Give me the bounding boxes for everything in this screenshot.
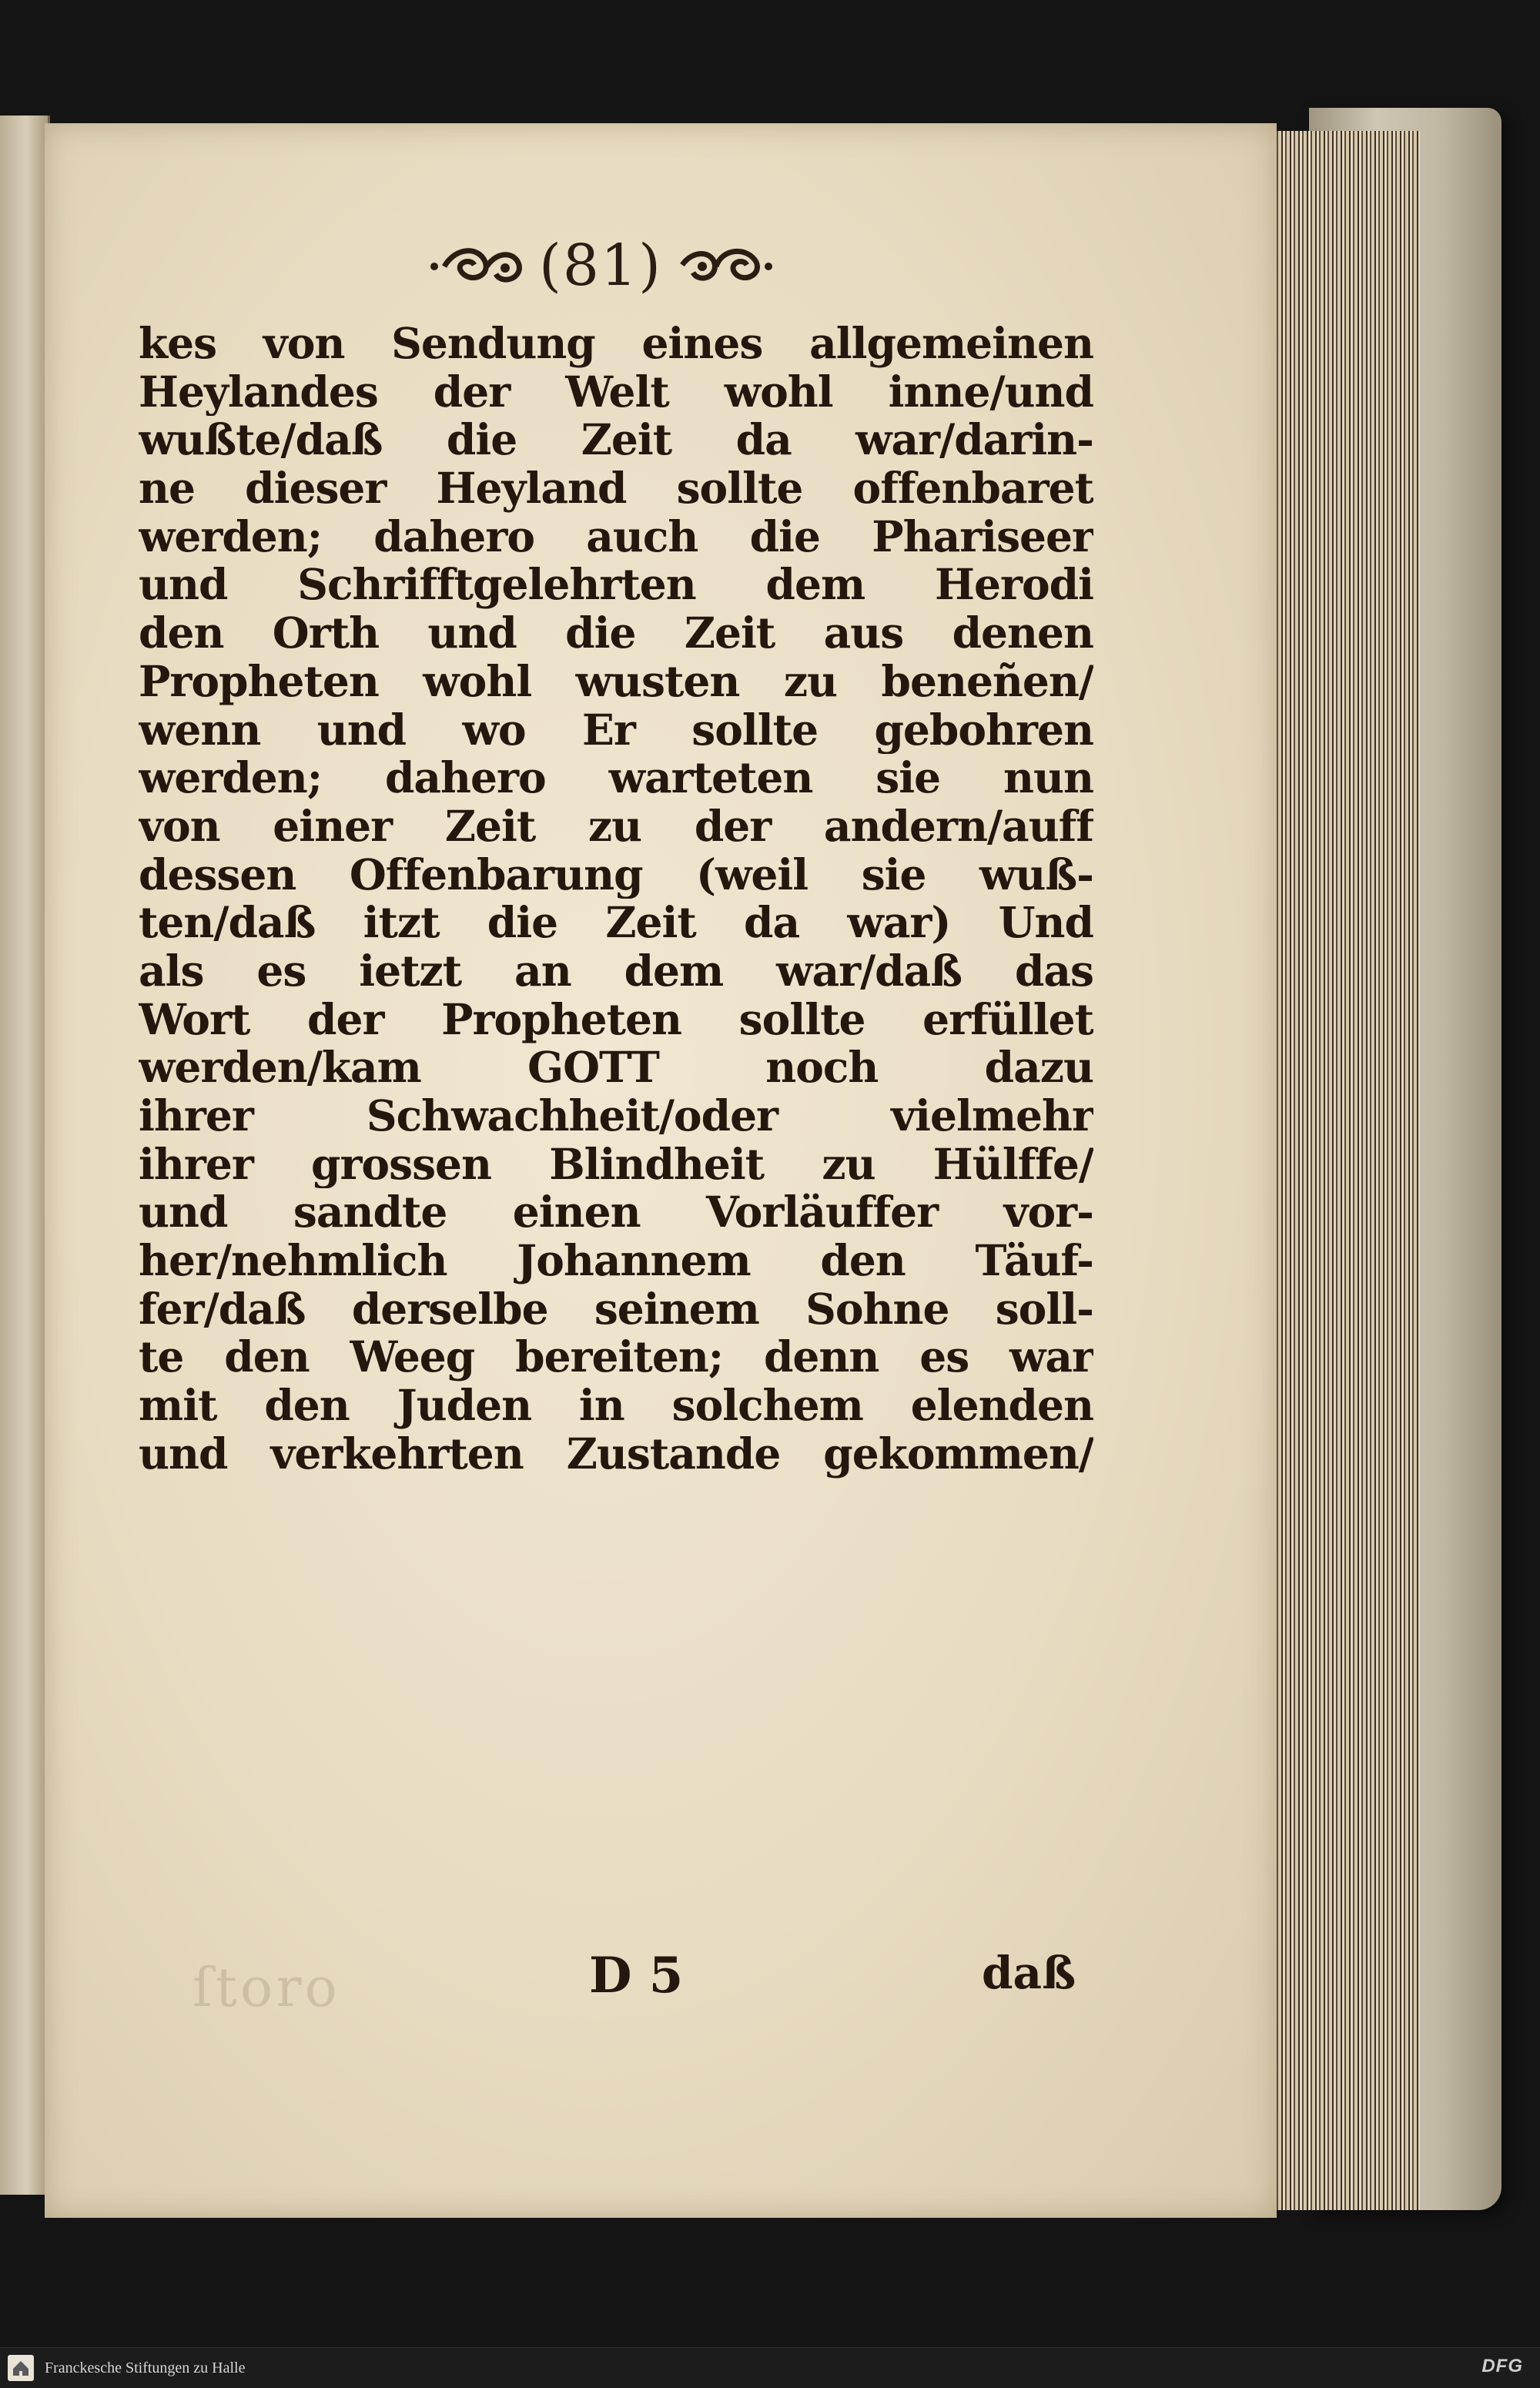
text-line: mit den Juden in solchem elenden (139, 1382, 1093, 1430)
text-line: werden/kam GOTT noch dazu (139, 1043, 1093, 1092)
text-line: her/nehmlich Johannem den Täuf- (139, 1237, 1093, 1285)
text-line: von einer Zeit zu der andern/auff (139, 802, 1093, 851)
text-line: werden; dahero warteten sie nun (139, 754, 1093, 802)
ornament-right-icon (676, 239, 776, 293)
text-line: als es ietzt an dem war/daß das (139, 946, 1093, 996)
institution-logo-icon (8, 2355, 34, 2381)
text-line: ne dieser Heyland sollte offenbaret (139, 464, 1093, 513)
body-text (139, 320, 1093, 1479)
page-edges (1263, 131, 1420, 2210)
viewer-footer (0, 2347, 1540, 2388)
text-line: ten/daß itzt die Zeit da war) Und (139, 899, 1093, 947)
show-through-text: ſtoro (192, 1956, 340, 2019)
text-line: ihrer grossen Blindheit zu Hülffe/ (139, 1140, 1093, 1189)
institution-name: Franckesche Stiftungen zu Halle (45, 2359, 246, 2376)
ornament-left-icon (425, 239, 525, 293)
text-line: fer/daß derselbe seinem Sohne soll- (139, 1284, 1093, 1334)
text-line: ihrer Schwachheit/oder vielmehr (139, 1092, 1093, 1140)
text-line: Propheten wohl wusten zu beneñen/ (139, 657, 1093, 706)
page-header (408, 227, 793, 304)
text-line: kes von Sendung eines allgemeinen (139, 320, 1093, 368)
left-page-edge (0, 116, 50, 2195)
dfg-logo: DFG (1481, 2356, 1523, 2376)
page-number: (81) (539, 233, 662, 299)
text-line: und verkehrten Zustande gekommen/ (139, 1429, 1093, 1479)
catchword: daß (982, 1947, 1076, 1999)
text-line: und sandte einen Vorläuffer vor- (139, 1188, 1093, 1238)
text-line: werden; dahero auch die Phariseer (139, 512, 1093, 561)
signature-mark: D 5 (589, 1947, 684, 2005)
text-line: Wort der Propheten sollte erfüllet (139, 995, 1093, 1044)
text-line: te den Weeg bereiten; denn es war (139, 1333, 1093, 1382)
text-line: Heylandes der Welt wohl inne/und (139, 367, 1093, 417)
text-line: wußte/daß die Zeit da war/darin- (139, 416, 1093, 465)
text-line: dessen Offenbarung (weil sie wuß- (139, 850, 1093, 899)
text-line: und Schrifftgelehrten dem Herodi (139, 561, 1093, 610)
text-line: den Orth und die Zeit aus denen (139, 609, 1093, 658)
text-line: wenn und wo Er sollte gebohren (139, 705, 1093, 755)
